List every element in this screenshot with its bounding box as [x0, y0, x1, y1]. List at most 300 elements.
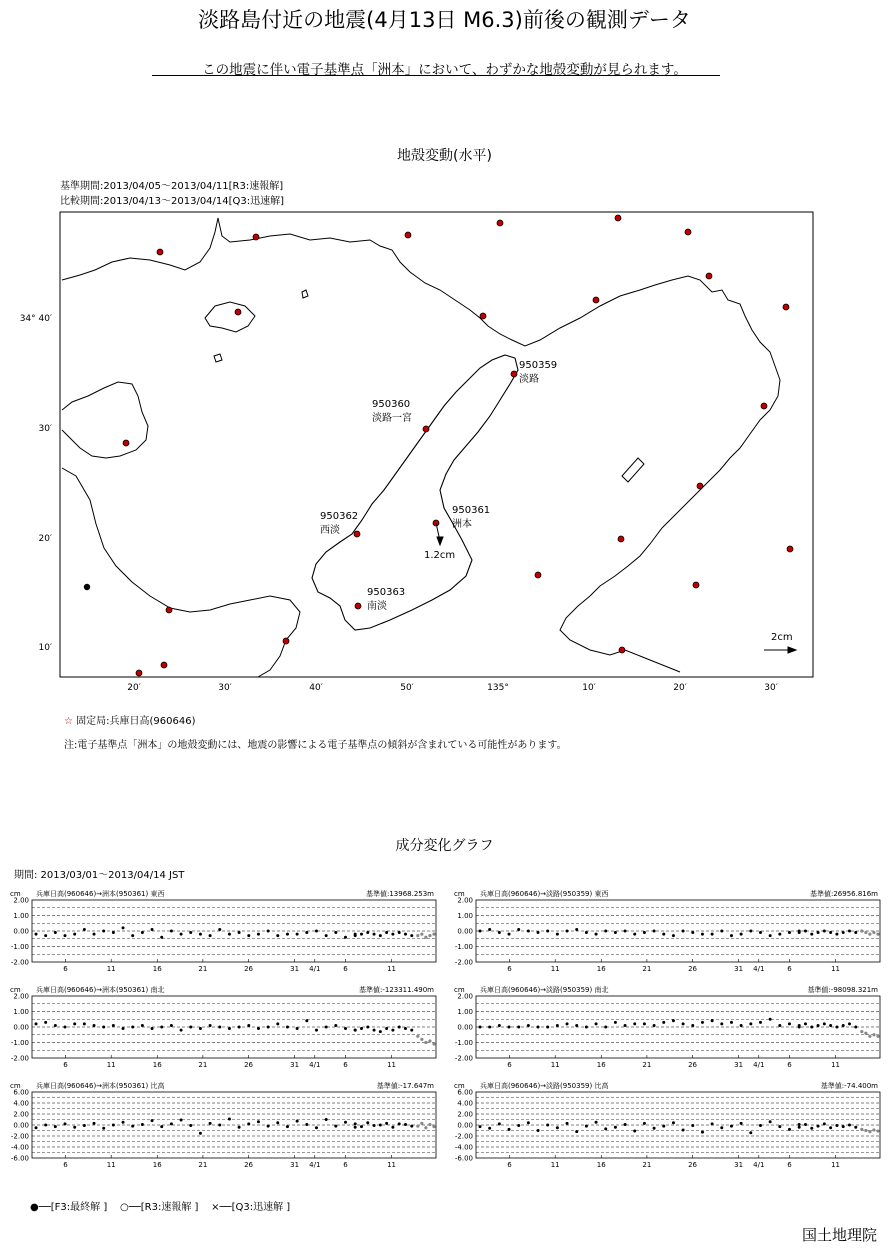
data-point-f3: [604, 1127, 607, 1130]
x-tick-label: 6: [343, 1161, 348, 1169]
data-point-f3: [778, 933, 781, 936]
data-point-f3: [537, 1129, 540, 1132]
data-point-f3: [73, 1126, 76, 1129]
x-tick-label: 31: [734, 1061, 744, 1069]
data-point-f3: [701, 1021, 704, 1024]
data-point-r3: [804, 1123, 807, 1126]
data-point-f3: [769, 1120, 772, 1123]
x-tick-label: 26: [688, 1061, 698, 1069]
data-point-r3: [823, 1122, 826, 1125]
station-dot: [136, 670, 142, 676]
station-dot: [253, 234, 259, 240]
data-point-r3: [391, 933, 394, 936]
data-point-r3: [391, 1029, 394, 1032]
panel-unit: cm: [454, 986, 465, 994]
data-point-r3: [798, 1024, 801, 1027]
data-point-f3: [102, 1127, 105, 1130]
station-dot: [123, 440, 129, 446]
data-point-f3: [170, 1122, 173, 1125]
station-name-950362: 西淡: [320, 525, 340, 536]
data-point-f3: [131, 1026, 134, 1029]
data-point-f3: [566, 1022, 569, 1025]
displacement-arrow: [436, 523, 443, 545]
data-point-f3: [653, 1024, 656, 1027]
data-point-f3: [141, 931, 144, 934]
y-tick-label: 2.00: [457, 896, 473, 905]
component-panel: [454, 889, 880, 973]
data-point-f3: [257, 1027, 260, 1030]
legend-f3: [F3:最終解 ]: [50, 1202, 108, 1213]
y-tick-label: 2.00: [13, 992, 29, 1001]
organization-label: 国土地理院: [801, 1226, 877, 1244]
scale-label: 2cm: [771, 632, 793, 643]
data-point-f3: [633, 933, 636, 936]
x-tick-label: 26: [688, 1161, 698, 1169]
data-point-f3: [160, 936, 163, 939]
data-point-q3: [868, 933, 871, 936]
data-point-r3: [817, 1125, 820, 1128]
x-tick-label: 4/1: [309, 965, 321, 973]
data-point-f3: [64, 1026, 67, 1029]
data-point-f3: [662, 1021, 665, 1024]
data-point-q3: [860, 929, 863, 932]
data-point-f3: [54, 1024, 57, 1027]
data-point-f3: [479, 1125, 482, 1128]
data-point-f3: [267, 1125, 270, 1128]
data-point-f3: [257, 1120, 260, 1123]
x-tick-label: 11: [550, 1061, 560, 1069]
data-point-f3: [344, 1121, 347, 1124]
lon-label: 135°: [487, 683, 509, 693]
islet: [214, 354, 222, 362]
q3-legend-icon: ×──: [211, 1202, 232, 1213]
data-point-f3: [740, 1024, 743, 1027]
station-dot: [761, 403, 767, 409]
lon-label: 10′: [582, 683, 596, 693]
x-tick-label: 21: [642, 1161, 652, 1169]
islet: [302, 290, 308, 298]
graphs-title: 成分変化グラフ: [395, 838, 494, 854]
data-point-f3: [199, 933, 202, 936]
data-point-f3: [749, 1022, 752, 1025]
x-tick-label: 21: [198, 1161, 208, 1169]
data-point-f3: [296, 1027, 299, 1030]
data-point-r3: [366, 1121, 369, 1124]
data-point-f3: [546, 930, 549, 933]
graphs-period: 期間: 2013/03/01～2013/04/14 JST: [14, 870, 185, 881]
data-point-f3: [556, 1126, 559, 1129]
data-point-r3: [829, 1126, 832, 1129]
data-point-q3: [424, 1126, 427, 1129]
station-name-950363: 南淡: [367, 601, 387, 612]
data-point-f3: [209, 1122, 212, 1125]
data-point-f3: [624, 1024, 627, 1027]
data-point-r3: [848, 1124, 851, 1127]
data-point-f3: [93, 1024, 96, 1027]
panel-title: 兵庫日高(960646)→洲本(950361) 東西: [36, 890, 165, 898]
data-point-r3: [848, 930, 851, 933]
station-dot: [535, 572, 541, 578]
y-tick-label: -2.00: [454, 1132, 473, 1141]
data-point-r3: [410, 934, 413, 937]
y-tick-label: -1.00: [454, 943, 473, 951]
data-point-r3: [817, 931, 820, 934]
station-dot: [161, 662, 167, 668]
data-point-f3: [537, 931, 540, 934]
data-point-f3: [566, 1122, 569, 1125]
data-point-f3: [344, 936, 347, 939]
x-tick-label: 26: [688, 965, 698, 973]
data-point-f3: [527, 1121, 530, 1124]
data-point-f3: [325, 1118, 328, 1121]
data-point-f3: [267, 930, 270, 933]
data-point-f3: [151, 928, 154, 931]
data-point-f3: [286, 933, 289, 936]
data-point-f3: [778, 1125, 781, 1128]
data-point-r3: [404, 933, 407, 936]
data-point-f3: [711, 933, 714, 936]
data-point-r3: [829, 1024, 832, 1027]
lon-label: 50′: [400, 683, 414, 693]
data-point-f3: [537, 1026, 540, 1029]
data-point-r3: [823, 1022, 826, 1025]
data-point-f3: [354, 1126, 357, 1129]
x-tick-label: 31: [734, 1161, 744, 1169]
data-point-r3: [360, 1027, 363, 1030]
data-point-f3: [180, 933, 183, 936]
data-point-f3: [730, 1125, 733, 1128]
data-point-f3: [643, 1022, 646, 1025]
station-dot: [693, 582, 699, 588]
data-point-r3: [373, 1029, 376, 1032]
x-tick-label: 26: [244, 965, 254, 973]
data-point-q3: [872, 931, 875, 934]
data-point-f3: [788, 931, 791, 934]
x-tick-label: 6: [343, 1061, 348, 1069]
data-point-q3: [876, 933, 879, 936]
data-point-f3: [228, 1027, 231, 1030]
data-point-f3: [711, 1019, 714, 1022]
data-point-f3: [276, 1121, 279, 1124]
data-point-f3: [575, 928, 578, 931]
data-point-f3: [334, 1024, 337, 1027]
data-point-f3: [122, 926, 125, 929]
y-tick-label: 2.00: [13, 1110, 29, 1119]
data-point-r3: [804, 1022, 807, 1025]
data-point-f3: [189, 931, 192, 934]
y-tick-label: 1.00: [457, 912, 473, 920]
data-point-f3: [769, 1018, 772, 1021]
data-point-f3: [662, 933, 665, 936]
data-point-f3: [498, 1024, 501, 1027]
data-point-f3: [682, 930, 685, 933]
x-tick-label: 6: [63, 1061, 68, 1069]
data-point-q3: [432, 933, 435, 936]
data-point-q3: [860, 1030, 863, 1033]
data-point-f3: [759, 1021, 762, 1024]
data-point-f3: [267, 1026, 270, 1029]
x-tick-label: 16: [152, 965, 162, 973]
panel-title: 兵庫日高(960646)→洲本(950361) 比高: [36, 1082, 165, 1090]
data-point-q3: [428, 1123, 431, 1126]
panel-title: 兵庫日高(960646)→淡路(950359) 比高: [480, 1082, 609, 1090]
lon-label: 20′: [127, 683, 141, 693]
data-point-f3: [585, 1026, 588, 1029]
panel-unit: cm: [10, 890, 21, 898]
station-dot: [787, 546, 793, 552]
x-tick-label: 4/1: [753, 1161, 765, 1169]
panel-unit: cm: [454, 1082, 465, 1090]
y-tick-label: 0.00: [457, 1023, 473, 1032]
lat-label: 34° 40′: [19, 314, 52, 324]
data-point-r3: [798, 1126, 801, 1129]
data-point-f3: [546, 1124, 549, 1127]
data-point-r3: [410, 1125, 413, 1128]
y-tick-label: -1.00: [454, 1039, 473, 1047]
x-tick-label: 11: [831, 1161, 841, 1169]
data-point-f3: [508, 933, 511, 936]
data-point-f3: [720, 1126, 723, 1129]
y-tick-label: 1.00: [457, 1008, 473, 1016]
station-dot: [497, 220, 503, 226]
data-point-q3: [864, 1129, 867, 1132]
y-tick-label: 0.00: [13, 927, 29, 936]
data-point-f3: [54, 1125, 57, 1128]
data-point-r3: [854, 931, 857, 934]
data-point-f3: [296, 933, 299, 936]
data-point-f3: [238, 1026, 241, 1029]
x-tick-label: 31: [290, 965, 300, 973]
x-tick-label: 11: [831, 1061, 841, 1069]
data-point-f3: [189, 1026, 192, 1029]
data-point-f3: [218, 1026, 221, 1029]
data-point-f3: [83, 1124, 86, 1127]
station-name-950361: 洲本: [452, 519, 472, 530]
data-point-r3: [842, 1024, 845, 1027]
x-tick-label: 6: [507, 1061, 512, 1069]
y-tick-label: -6.00: [10, 1154, 29, 1163]
data-point-r3: [398, 1026, 401, 1029]
data-point-r3: [404, 1123, 407, 1126]
x-tick-label: 11: [106, 965, 116, 973]
data-point-f3: [508, 1026, 511, 1029]
data-point-f3: [276, 934, 279, 937]
data-point-r3: [354, 934, 357, 937]
data-point-f3: [682, 1128, 685, 1131]
station-dot: [697, 483, 703, 489]
data-point-f3: [334, 931, 337, 934]
data-point-q3: [416, 934, 419, 937]
station-dot: [783, 304, 789, 310]
data-point-f3: [83, 928, 86, 931]
data-point-f3: [730, 934, 733, 937]
data-point-f3: [498, 1122, 501, 1125]
data-point-r3: [391, 1126, 394, 1129]
data-point-f3: [247, 1024, 250, 1027]
data-point-r3: [366, 1026, 369, 1029]
series-legend: [30, 1198, 290, 1213]
station-dot: [480, 313, 486, 319]
airport-island: [622, 458, 644, 482]
data-point-r3: [854, 1026, 857, 1029]
data-point-f3: [315, 1126, 318, 1129]
map-note: 注:電子基準点「洲本」の地殻変動には、地震の影響による電子基準点の傾斜が含まれている可能性があります。: [64, 740, 567, 751]
y-tick-label: -2.00: [10, 958, 29, 967]
data-point-f3: [730, 1021, 733, 1024]
lat-label: 20′: [38, 534, 52, 544]
data-point-f3: [112, 931, 115, 934]
panel-unit: cm: [10, 1082, 21, 1090]
station-dot: [283, 638, 289, 644]
data-point-q3: [432, 1125, 435, 1128]
station-dot: [706, 273, 712, 279]
x-tick-label: 4/1: [309, 1061, 321, 1069]
data-point-f3: [566, 930, 569, 933]
data-point-r3: [354, 1029, 357, 1032]
data-point-f3: [141, 1123, 144, 1126]
x-tick-label: 16: [596, 965, 606, 973]
data-point-f3: [44, 934, 47, 937]
coastline-southwest: [62, 468, 300, 677]
data-point-f3: [498, 931, 501, 934]
station-dot: [615, 215, 621, 221]
x-tick-label: 6: [63, 1161, 68, 1169]
data-point-f3: [73, 1022, 76, 1025]
data-point-f3: [778, 1024, 781, 1027]
data-point-f3: [614, 1126, 617, 1129]
data-point-f3: [682, 1022, 685, 1025]
data-point-f3: [102, 1026, 105, 1029]
x-tick-label: 16: [596, 1061, 606, 1069]
lon-label: 20′: [673, 683, 687, 693]
data-point-r3: [366, 931, 369, 934]
data-point-f3: [633, 1022, 636, 1025]
page-title: 淡路島付近の地震(4月13日 M6.3)前後の観測データ: [198, 8, 691, 32]
data-point-f3: [691, 931, 694, 934]
data-point-f3: [701, 1131, 704, 1134]
station-markers: [123, 215, 793, 676]
data-point-r3: [398, 1122, 401, 1125]
data-point-f3: [527, 930, 530, 933]
station-dot: [235, 309, 241, 315]
y-tick-label: 6.00: [13, 1088, 29, 1097]
data-point-f3: [595, 933, 598, 936]
data-point-f3: [701, 933, 704, 936]
data-point-f3: [585, 931, 588, 934]
data-point-f3: [228, 933, 231, 936]
data-point-f3: [720, 1022, 723, 1025]
data-point-f3: [305, 1019, 308, 1022]
data-point-f3: [604, 1026, 607, 1029]
component-panel: [10, 985, 436, 1069]
data-point-f3: [209, 1024, 212, 1027]
station-dot: [685, 229, 691, 235]
fixed-station-dot: [84, 584, 90, 590]
y-tick-label: 4.00: [457, 1099, 473, 1108]
data-point-f3: [662, 1125, 665, 1128]
x-tick-label: 6: [507, 965, 512, 973]
x-tick-label: 16: [152, 1061, 162, 1069]
data-point-f3: [672, 1019, 675, 1022]
data-point-r3: [360, 1125, 363, 1128]
data-point-f3: [131, 1125, 134, 1128]
data-point-f3: [614, 931, 617, 934]
data-point-r3: [379, 1124, 382, 1127]
x-tick-label: 21: [198, 1061, 208, 1069]
data-point-r3: [360, 933, 363, 936]
data-point-f3: [643, 931, 646, 934]
data-point-f3: [740, 933, 743, 936]
data-point-f3: [691, 1024, 694, 1027]
data-point-r3: [410, 1029, 413, 1032]
scale-arrow: [764, 647, 796, 653]
data-point-r3: [835, 933, 838, 936]
data-point-q3: [428, 1039, 431, 1042]
data-point-f3: [653, 1127, 656, 1130]
data-point-f3: [151, 1027, 154, 1030]
data-point-f3: [218, 928, 221, 931]
lat-label: 30′: [38, 424, 52, 434]
coastline-north: [62, 218, 780, 672]
data-point-f3: [93, 933, 96, 936]
x-tick-label: 6: [507, 1161, 512, 1169]
data-point-f3: [315, 1029, 318, 1032]
panel-unit: cm: [454, 890, 465, 898]
station-dot: [354, 531, 360, 537]
data-point-f3: [151, 1119, 154, 1122]
x-tick-label: 31: [734, 965, 744, 973]
data-point-f3: [672, 1121, 675, 1124]
data-point-f3: [102, 930, 105, 933]
x-tick-label: 11: [106, 1161, 116, 1169]
data-point-q3: [872, 1128, 875, 1131]
data-point-f3: [749, 1131, 752, 1134]
data-point-f3: [344, 1027, 347, 1030]
compare-period: 比較期間:2013/04/13～2013/04/14[Q3:迅速解]: [60, 196, 285, 207]
data-point-q3: [876, 1035, 879, 1038]
data-point-q3: [868, 1035, 871, 1038]
lon-label: 30′: [764, 683, 778, 693]
data-point-f3: [247, 1122, 250, 1125]
data-point-f3: [218, 1124, 221, 1127]
legend-q3: [Q3:迅速解 ]: [231, 1202, 291, 1213]
y-tick-label: -1.00: [10, 943, 29, 951]
data-point-f3: [189, 1124, 192, 1127]
data-point-f3: [209, 934, 212, 937]
data-point-f3: [604, 930, 607, 933]
data-point-f3: [488, 1127, 491, 1130]
data-point-f3: [199, 1027, 202, 1030]
x-tick-label: 6: [787, 1061, 792, 1069]
data-point-f3: [325, 934, 328, 937]
data-point-f3: [305, 1123, 308, 1126]
data-point-f3: [35, 1022, 38, 1025]
data-point-f3: [170, 1024, 173, 1027]
x-tick-label: 6: [787, 1161, 792, 1169]
x-tick-label: 21: [642, 1061, 652, 1069]
x-tick-label: 16: [152, 1161, 162, 1169]
panel-reference: 基準値:-74.400m: [820, 1082, 878, 1090]
data-point-q3: [420, 1122, 423, 1125]
station-dot: [355, 603, 361, 609]
data-point-q3: [428, 934, 431, 937]
component-graphs: [0, 880, 889, 1180]
data-point-f3: [595, 1022, 598, 1025]
data-point-r3: [835, 1026, 838, 1029]
panel-title: 兵庫日高(960646)→洲本(950361) 南北: [36, 986, 165, 994]
data-point-r3: [404, 1027, 407, 1030]
data-point-f3: [73, 933, 76, 936]
